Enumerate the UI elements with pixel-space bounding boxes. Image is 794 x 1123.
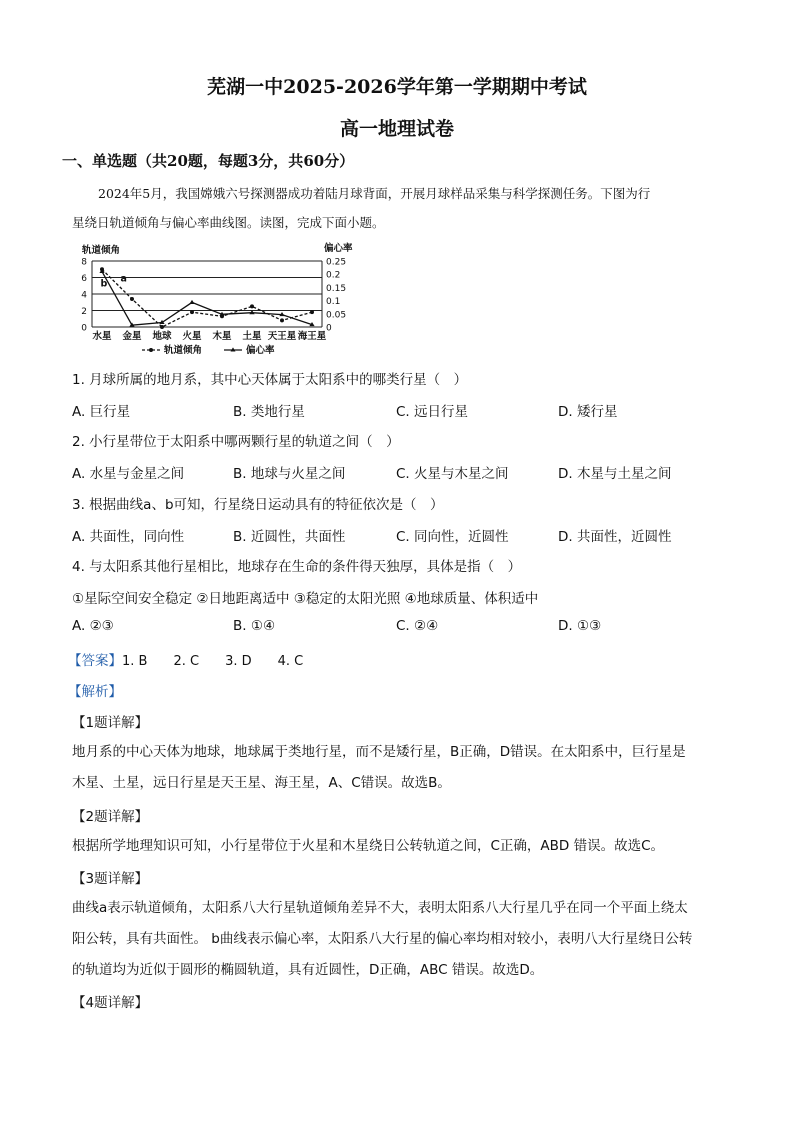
analysis-label: 【解析】 <box>68 684 122 700</box>
right-tick-label: 0.25 <box>326 257 347 268</box>
curve-label-a: a <box>120 273 127 285</box>
category-label: 海王星 <box>297 331 327 342</box>
q3-option-d[interactable]: D. 共面性，近圆性 <box>558 529 672 545</box>
question-2-stem: 2. 小行星带位于太阳系中哪两颗行星的轨道之间（ ） <box>72 434 400 450</box>
category-label: 火星 <box>182 331 202 342</box>
detail-2-title: 【2题详解】 <box>72 809 149 825</box>
intro-paragraph <box>72 179 727 237</box>
answer-line <box>68 649 303 669</box>
left-tick-label: 0 <box>81 323 87 334</box>
q2-option-c[interactable]: C. 火星与木星之间 <box>396 466 509 482</box>
series-point-1 <box>190 310 194 314</box>
detail-1-line-1: 地月系的中心天体为地球，地球属于类地行星，而不是矮行星，B正确，D错误。在太阳系中，巨行星是 <box>72 744 686 760</box>
q3-option-c[interactable]: C. 同向性，近圆性 <box>396 529 509 545</box>
detail-3-title: 【3题详解】 <box>72 871 149 887</box>
orbit-chart <box>72 240 362 362</box>
category-label: 土星 <box>242 331 262 342</box>
detail-3-body <box>72 893 727 986</box>
detail-4-title: 【4题详解】 <box>72 995 149 1011</box>
legend-label-1: 轨道倾角 <box>164 345 203 356</box>
exam-title: 芜湖一中2025-2026学年第一学期期中考试 <box>207 76 587 98</box>
q1-option-b[interactable]: B. 类地行星 <box>233 404 305 420</box>
right-tick-label: 0.05 <box>326 310 347 321</box>
question-4-items: ①星际空间安全稳定 ②日地距离适中 ③稳定的太阳光照 ④地球质量、体积适中 <box>72 591 539 607</box>
question-4-stem: 4. 与太阳系其他行星相比，地球存在生命的条件得天独厚，具体是指（ ） <box>72 559 522 575</box>
right-tick-label: 0.15 <box>326 283 347 294</box>
category-label: 木星 <box>212 331 232 342</box>
legend-label-2: 偏心率 <box>246 345 275 356</box>
curve-label-b: b <box>100 278 108 290</box>
category-label: 天王星 <box>267 331 297 342</box>
section-heading: 一、单选题（共20题，每题3分，共60分） <box>62 152 355 170</box>
detail-3-line-1: 曲线a表示轨道倾角，太阳系八大行星轨道倾角差异不大，表明太阳系八大行星几乎在同一个平面上绕太 <box>72 900 688 916</box>
intro-line-1: 2024年5月，我国嫦娥六号探测器成功着陆月球背面，开展月球样品采集与科学探测任务。下图为行 <box>98 186 651 201</box>
detail-1-body <box>72 737 727 799</box>
q4-option-b[interactable]: B. ①④ <box>233 618 276 634</box>
q4-option-d[interactable]: D. ①③ <box>558 618 602 634</box>
q4-option-c[interactable]: C. ②④ <box>396 618 439 634</box>
question-3-stem: 3. 根据曲线a、b可知，行星绕日运动具有的特征依次是（ ） <box>72 497 444 513</box>
right-tick-label: 0.2 <box>326 270 341 281</box>
series-point-2 <box>189 300 194 304</box>
q4-option-a[interactable]: A. ②③ <box>72 618 114 634</box>
detail-1-line-2: 木星、土星，远日行星是天王星、海王星，A、C错误。故选B。 <box>72 775 451 791</box>
q1-option-c[interactable]: C. 远日行星 <box>396 404 469 420</box>
category-label: 水星 <box>92 331 112 342</box>
detail-3-line-2: 阳公转，具有共面性。 b曲线表示偏心率，太阳系八大行星的偏心率均相对较小，表明八大行星绕日公转 <box>72 931 693 947</box>
left-tick-label: 8 <box>81 257 87 268</box>
detail-2-body <box>72 831 727 862</box>
answer-label: 【答案】 <box>68 653 122 669</box>
answer-values: 1. B 2. C 3. D 4. C <box>122 654 304 669</box>
series-point-1 <box>310 310 314 314</box>
series-point-1 <box>130 297 134 301</box>
detail-2-line-1: 根据所学地理知识可知，小行星带位于火星和木星绕日公转轨道之间，C正确，ABD 错误。故选C。 <box>72 838 665 854</box>
q3-option-a[interactable]: A. 共面性，同向性 <box>72 529 185 545</box>
left-tick-label: 4 <box>81 290 87 301</box>
exam-subtitle: 高一地理试卷 <box>339 118 454 140</box>
series-point-1 <box>280 318 284 322</box>
category-label: 地球 <box>152 331 172 342</box>
left-tick-label: 2 <box>81 307 87 317</box>
detail-1-title: 【1题详解】 <box>72 715 149 731</box>
q1-option-a[interactable]: A. 巨行星 <box>72 404 131 420</box>
q2-option-b[interactable]: B. 地球与火星之间 <box>233 466 346 482</box>
legend-marker-1 <box>149 348 153 352</box>
intro-line-2: 星绕日轨道倾角与偏心率曲线图。读图，完成下面小题。 <box>72 215 385 230</box>
q2-option-d[interactable]: D. 木星与土星之间 <box>558 466 672 482</box>
right-axis-title: 偏心率 <box>324 243 353 254</box>
left-tick-label: 6 <box>81 274 87 284</box>
right-tick-label: 0 <box>326 323 332 334</box>
question-1-stem: 1. 月球所属的地月系，其中心天体属于太阳系中的哪类行星（ ） <box>72 372 468 388</box>
right-tick-label: 0.1 <box>326 297 341 308</box>
q1-option-d[interactable]: D. 矮行星 <box>558 404 618 420</box>
series-point-1 <box>250 304 254 308</box>
q2-option-a[interactable]: A. 水星与金星之间 <box>72 466 185 482</box>
category-label: 金星 <box>122 331 142 342</box>
q3-option-b[interactable]: B. 近圆性，共面性 <box>233 529 346 545</box>
left-axis-title: 轨道倾角 <box>82 245 121 256</box>
detail-3-line-3: 的轨道均为近似于圆形的椭圆轨道，具有近圆性，D正确，ABC 错误。故选D。 <box>72 962 544 978</box>
series-point-1 <box>160 325 164 329</box>
